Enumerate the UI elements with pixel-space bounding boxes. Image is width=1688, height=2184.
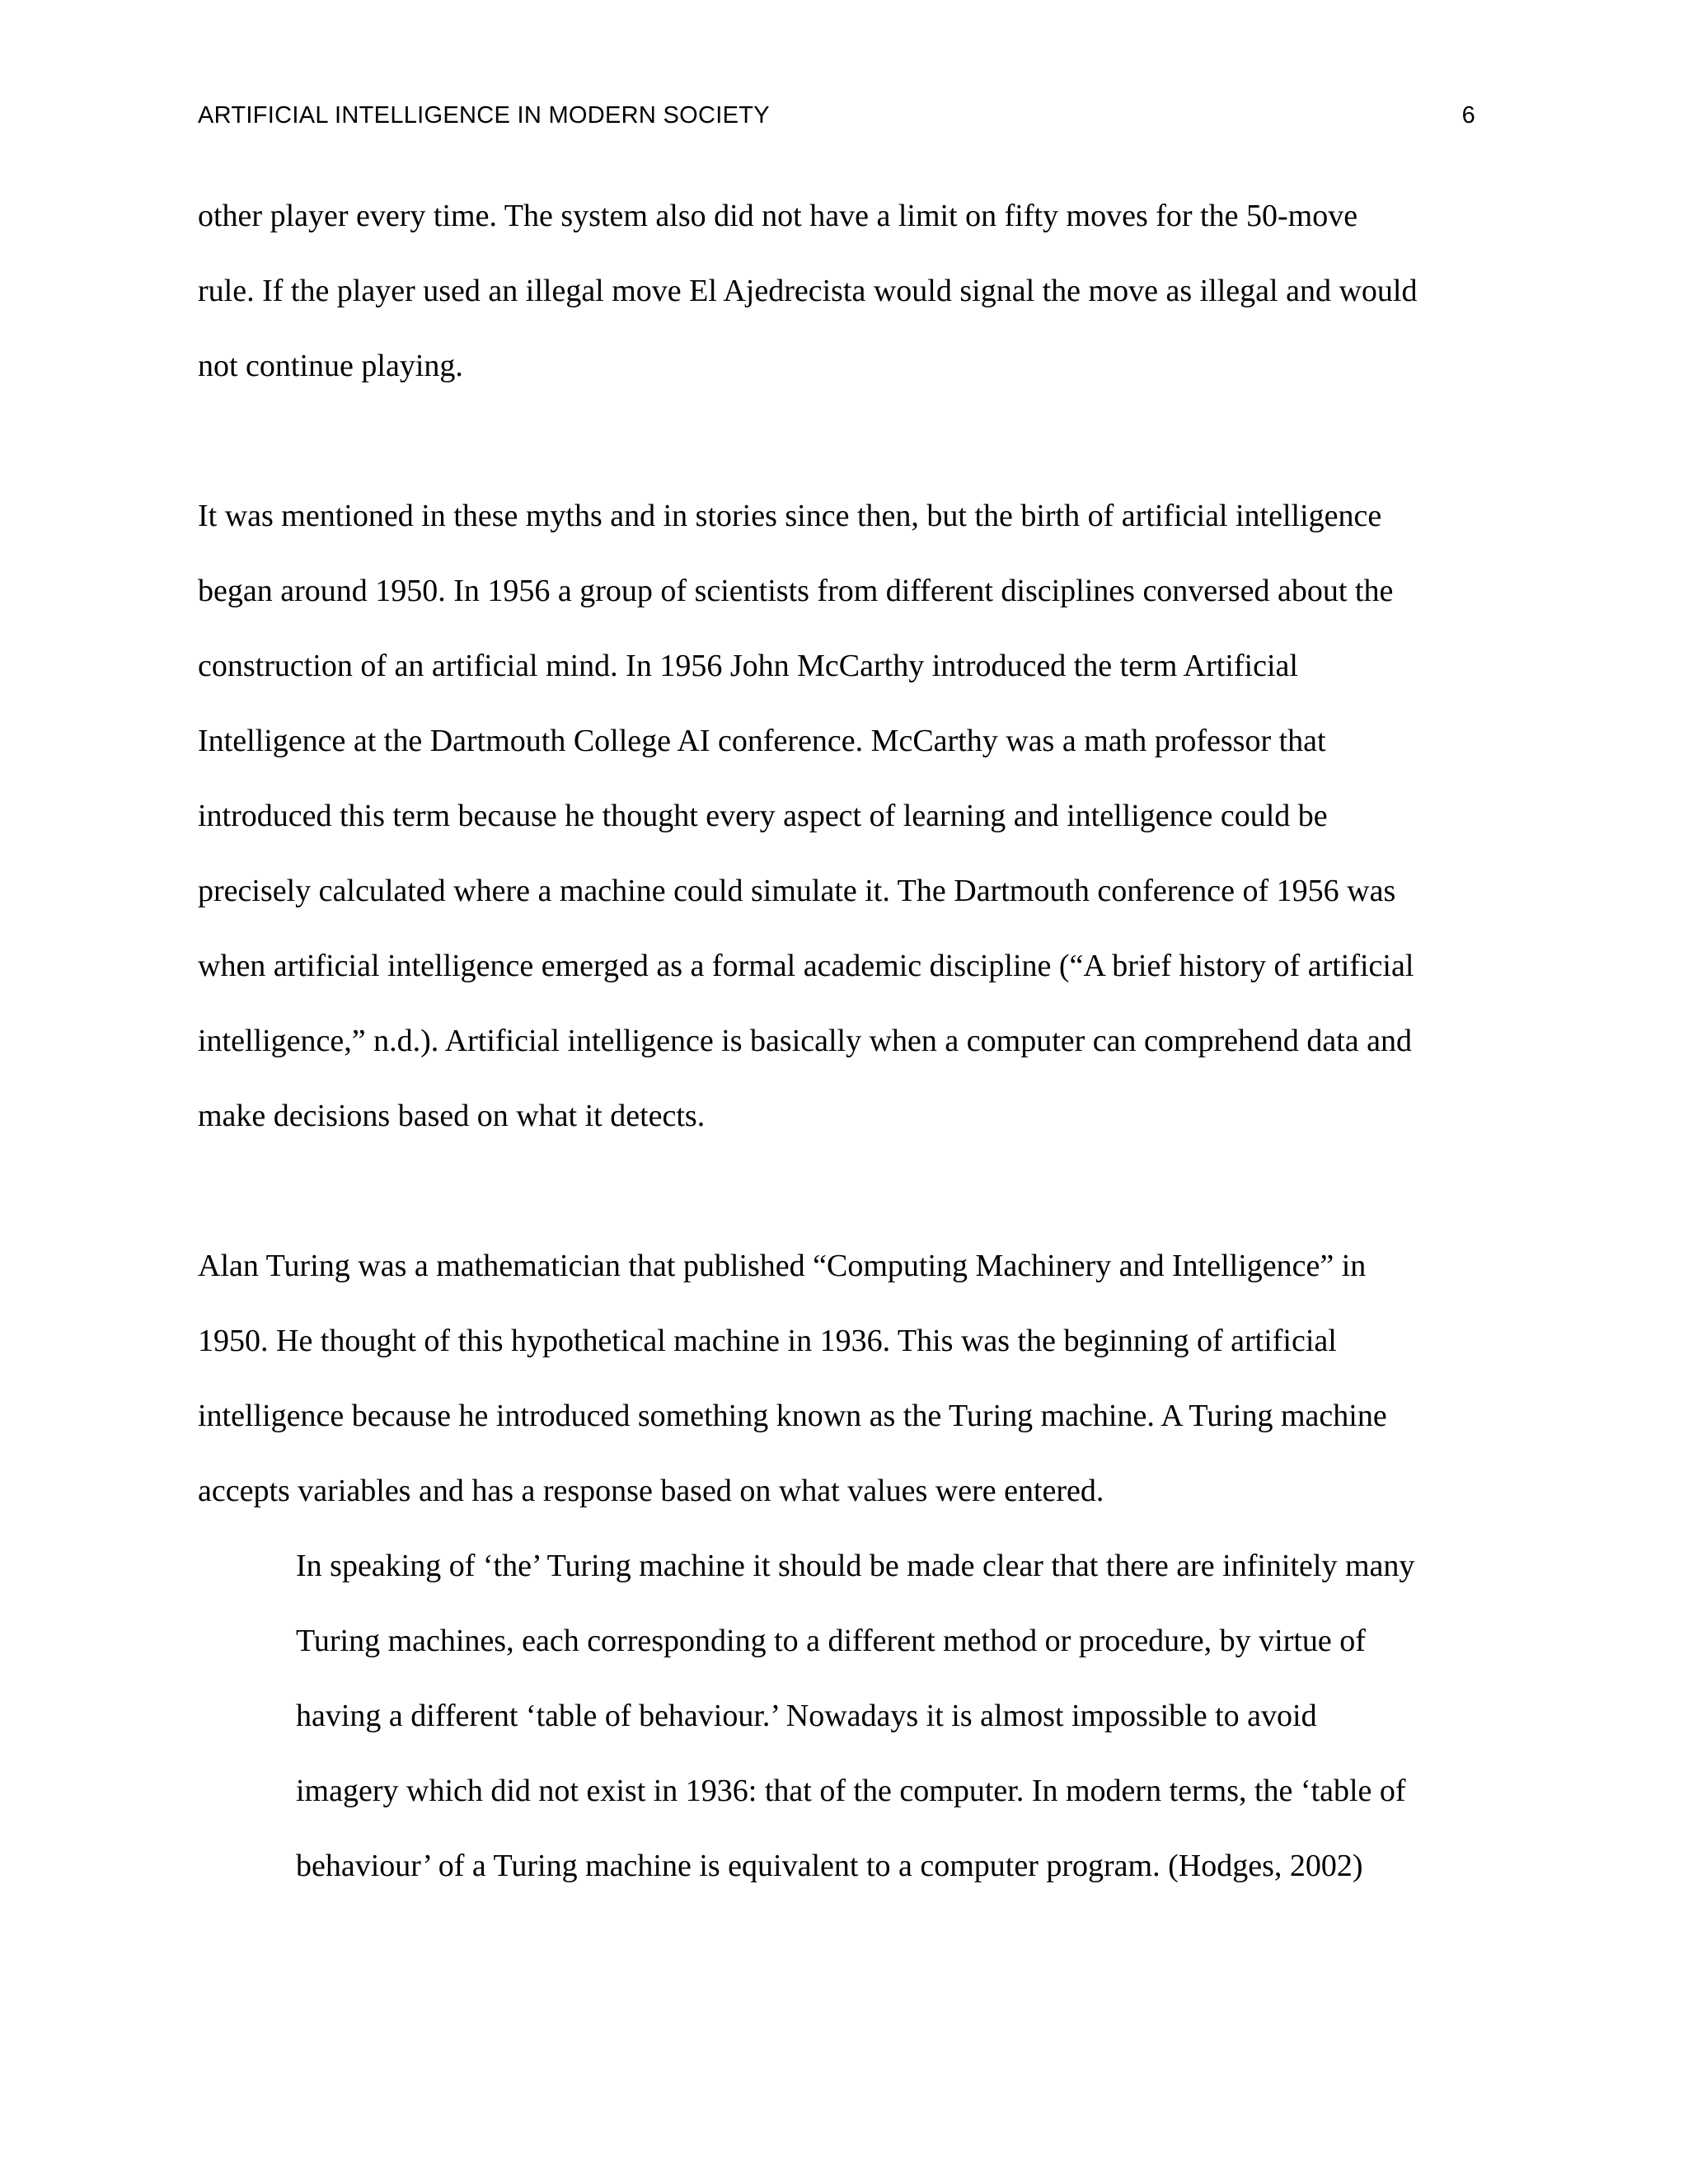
paragraph-line: intelligence,” n.d.). Artificial intelligence is basically when a computer can comprehend data and — [198, 1024, 1412, 1058]
running-head — [198, 102, 1475, 135]
block-quote-line: behaviour’ of a Turing machine is equivalent to a computer program. (Hodges, 2002) — [296, 1849, 1363, 1883]
paragraph-line: not continue playing. — [198, 349, 463, 383]
paragraph-line: began around 1950. In 1956 a group of scientists from different disciplines conversed about the — [198, 574, 1394, 608]
block-quote-line: imagery which did not exist in 1936: that of the computer. In modern terms, the ‘table of — [296, 1774, 1406, 1808]
page-number: 6 — [1461, 102, 1475, 129]
paragraph-line: accepts variables and has a response based on what values were entered. — [198, 1474, 1104, 1508]
paragraph-line: intelligence because he introduced something known as the Turing machine. A Turing machine — [198, 1399, 1387, 1433]
paragraph-line: Intelligence at the Dartmouth College AI conference. McCarthy was a math professor that — [198, 724, 1326, 758]
paragraph-line: when artificial intelligence emerged as a formal academic discipline (“A brief history of artificial — [198, 949, 1414, 983]
paragraph-line: It was mentioned in these myths and in stories since then, but the birth of artificial intelligence — [198, 499, 1382, 533]
paragraph-line: other player every time. The system also did not have a limit on fifty moves for the 50-move — [198, 199, 1358, 233]
paragraph-line: rule. If the player used an illegal move El Ajedrecista would signal the move as illegal and would — [198, 274, 1418, 308]
paragraph-line: Alan Turing was a mathematician that published “Computing Machinery and Intelligence” in — [198, 1249, 1367, 1283]
paragraph-line: 1950. He thought of this hypothetical machine in 1936. This was the beginning of artificial — [198, 1324, 1337, 1358]
paragraph-line: precisely calculated where a machine could simulate it. The Dartmouth conference of 1956 was — [198, 874, 1396, 908]
block-quote-line: having a different ‘table of behaviour.’ Nowadays it is almost impossible to avoid — [296, 1699, 1317, 1733]
block-quote-line: Turing machines, each corresponding to a different method or procedure, by virtue of — [296, 1624, 1366, 1658]
paragraph-line: introduced this term because he thought every aspect of learning and intelligence could be — [198, 799, 1328, 833]
running-head-title: ARTIFICIAL INTELLIGENCE IN MODERN SOCIETY — [198, 102, 770, 129]
block-quote-line: In speaking of ‘the’ Turing machine it should be made clear that there are infinitely many — [296, 1549, 1415, 1583]
paragraph-line: make decisions based on what it detects. — [198, 1099, 706, 1133]
paragraph-line: construction of an artificial mind. In 1956 John McCarthy introduced the term Artificial — [198, 649, 1298, 683]
